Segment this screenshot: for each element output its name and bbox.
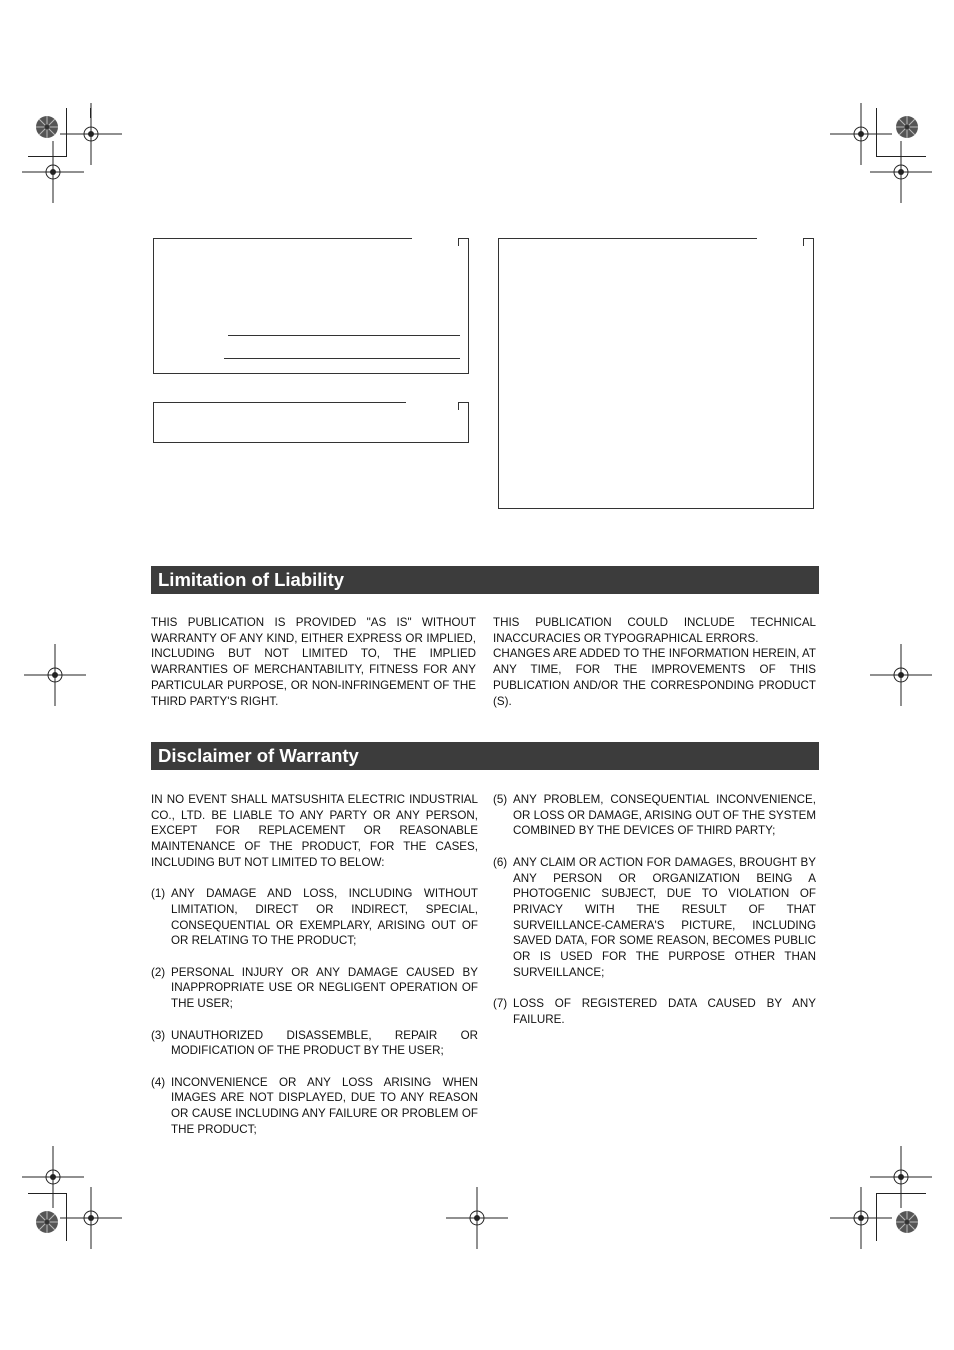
form-entry-line [224,358,460,359]
disclaimer-item [493,855,816,981]
crosshair-icon [24,644,86,706]
item-text: ANY DAMAGE AND LOSS, INCLUDING WITHOUT LIMITATION, DIRECT OR INDIRECT, SPECIAL, CONSEQUENTIAL OR EXEMPLARY, ARISING OUT OF OR RELATING TO THE PRODUCT; [171,887,478,948]
notice-form-box [498,238,814,509]
registration-rosette-icon [895,115,919,139]
item-number: (1) [151,887,166,901]
crosshair-icon [830,1187,892,1249]
item-text: INCONVENIENCE OR ANY LOSS ARISING WHEN IMAGES ARE NOT DISPLAYED, DUE TO ANY REASON OR CAUSE INCLUDING ANY FAILURE OR PROBLEM OF THE PRODUCT; [171,1075,478,1136]
disclaimer-item [493,792,816,839]
item-text: ANY PROBLEM, CONSEQUENTIAL INCONVENIENCE, OR LOSS OR DAMAGE, ARISING OUT OF THE SYSTEM COMBINED BY THE DEVICES OF THIRD PARTY; [513,793,816,838]
crosshair-icon [60,1187,122,1249]
disclaimer-item [151,965,478,1012]
disclaimer-item [151,1075,478,1138]
form-entry-line [228,335,460,336]
small-form-box [153,402,469,443]
disclaimer-left-column [151,792,478,1137]
limitation-right-column [493,615,816,709]
item-number: (3) [151,1028,166,1042]
item-text: ANY CLAIM OR ACTION FOR DAMAGES, BROUGHT BY ANY PERSON OR ORGANIZATION BEING A PHOTOGENIC SUBJECT, DUE TO VIOLATION OF PRIVACY WITH THE RESULT OF THAT SURVEILLANCE-CAMERA'S PICTURE, INCLUDING SAVED DATA, FOR SOME REASON, BECOMES PUBLIC OR IS USED FOR THE PURPOSE OTHER THAN SURVEILLANCE; [513,855,816,979]
disclaimer-heading: Disclaimer of Warranty [151,742,819,770]
disclaimer-intro: IN NO EVENT SHALL MATSUSHITA ELECTRIC INDUSTRIAL CO., LTD. BE LIABLE TO ANY PARTY OR ANY PERSON, EXCEPT FOR REPLACEMENT OR REASONABLE MAINTENANCE OF THE PRODUCT, FOR THE CASES, INCLUDING BUT NOT LIMITED TO BELOW: [151,793,478,869]
item-text: LOSS OF REGISTERED DATA CAUSED BY ANY FAILURE. [513,997,816,1026]
limitation-right-text-2: CHANGES ARE ADDED TO THE INFORMATION HEREIN, AT ANY TIME, FOR THE IMPROVEMENTS OF THIS PUBLICATION AND/OR THE CORRESPONDING PRODUCT (S). [493,647,816,708]
crosshair-icon [22,141,84,203]
crosshair-icon [870,141,932,203]
crosshair-icon [446,1187,508,1249]
disclaimer-item [151,1028,478,1059]
registration-rosette-icon [35,1210,59,1234]
item-text: UNAUTHORIZED DISASSEMBLE, REPAIR OR MODIFICATION OF THE PRODUCT BY THE USER; [171,1028,478,1058]
item-number: (5) [493,793,508,806]
disclaimer-item [151,886,478,949]
registration-rosette-icon [895,1210,919,1234]
limitation-left-text: THIS PUBLICATION IS PROVIDED "AS IS" WITHOUT WARRANTY OF ANY KIND, EITHER EXPRESS OR IMPLIED, INCLUDING BUT NOT LIMITED TO, THE IMPLIED WARRANTIES OF MERCHANTABILITY, FITNESS FOR ANY PARTICULAR PURPOSE, OR NON-INFRINGEMENT OF THE THIRD PARTY'S RIGHT. [151,616,476,708]
limitation-heading: Limitation of Liability [151,566,819,594]
crosshair-icon [870,644,932,706]
registration-rosette-icon [35,115,59,139]
limitation-right-text-1: THIS PUBLICATION COULD INCLUDE TECHNICAL INACCURACIES OR TYPOGRAPHICAL ERRORS. [493,616,816,645]
limitation-left-column [151,615,476,709]
disclaimer-right-column [493,792,816,1028]
item-number: (2) [151,965,166,979]
item-number: (7) [493,997,508,1011]
disclaimer-item [493,996,816,1027]
record-form-box [153,238,469,374]
item-number: (4) [151,1075,166,1089]
item-text: PERSONAL INJURY OR ANY DAMAGE CAUSED BY INAPPROPRIATE USE OR NEGLIGENT OPERATION OF THE USER; [171,965,478,1011]
item-number: (6) [493,855,508,869]
